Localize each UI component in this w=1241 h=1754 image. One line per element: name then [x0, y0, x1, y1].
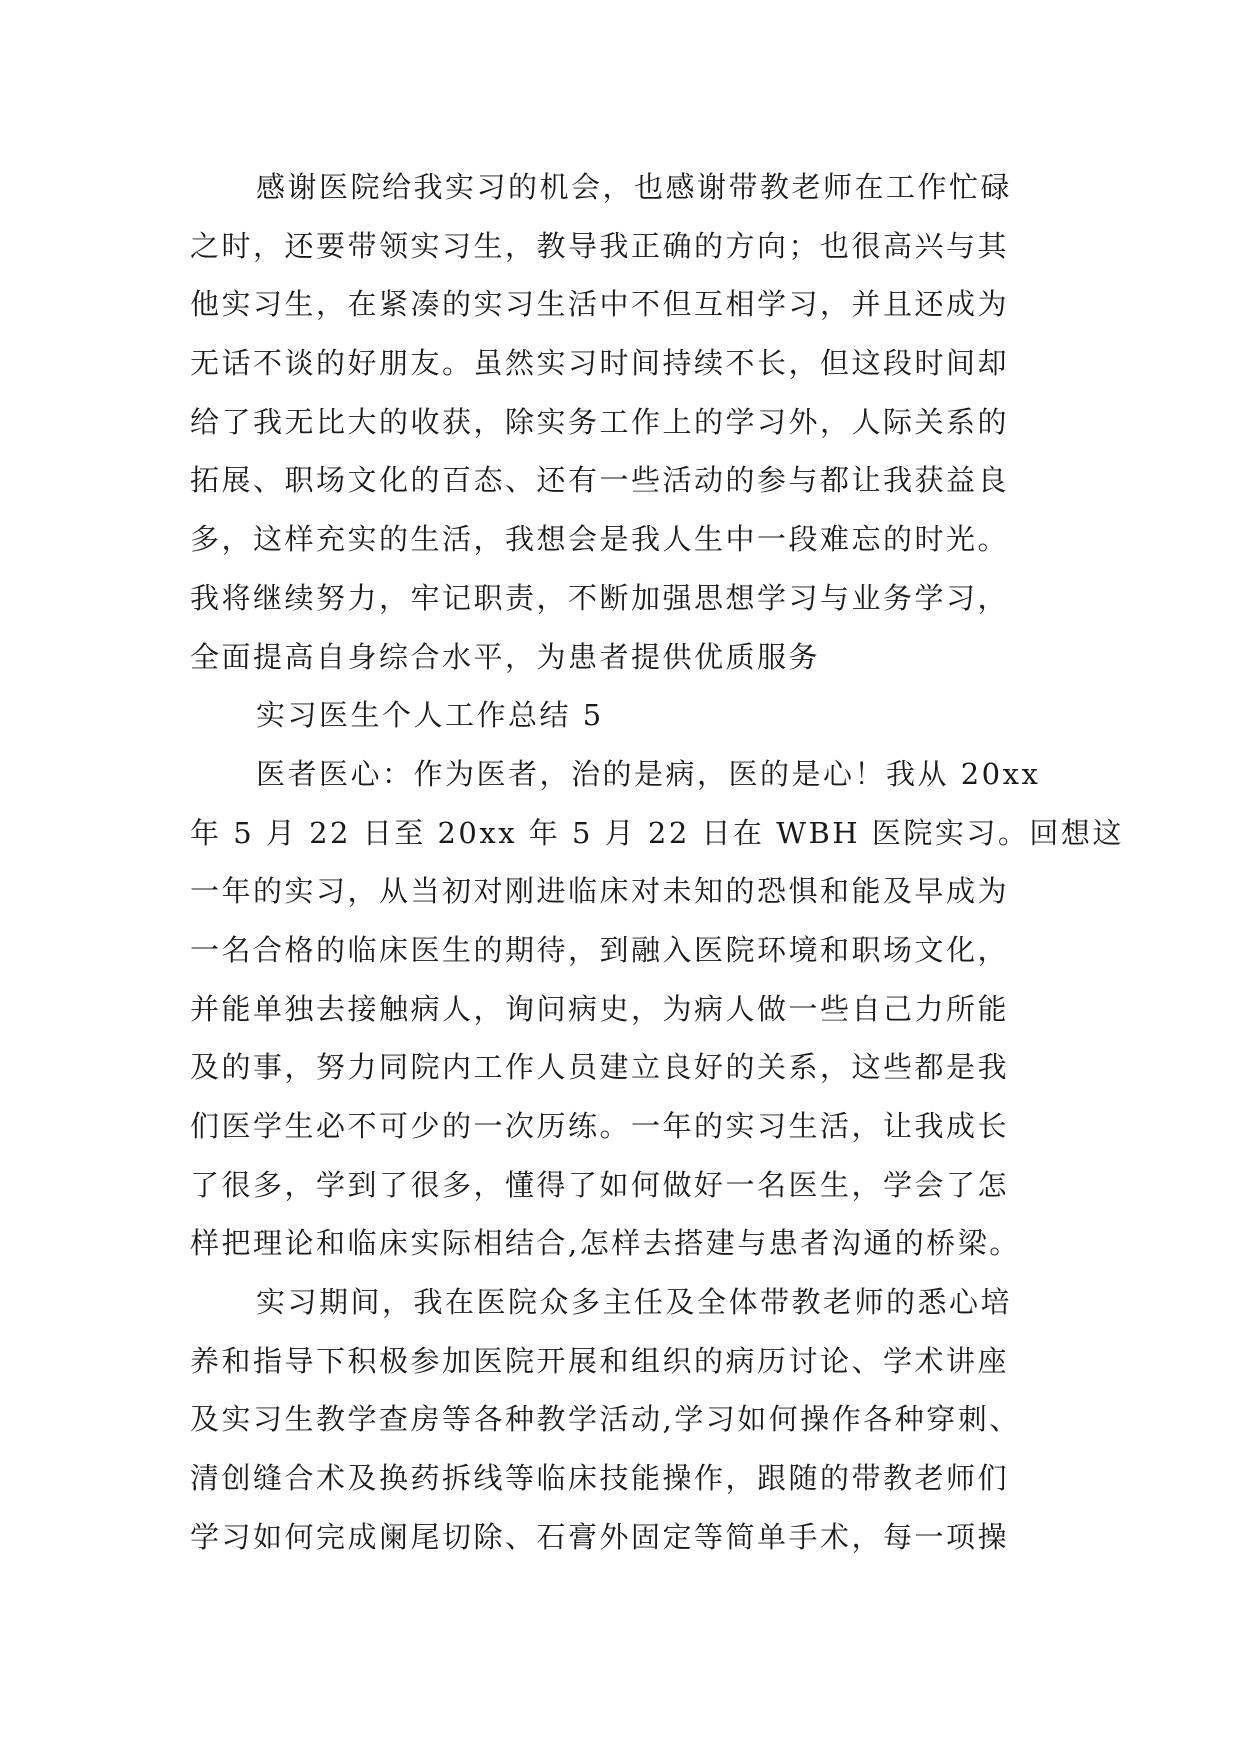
text-line: 了很多，学到了很多，懂得了如何做好一名医生，学会了怎	[190, 1167, 1010, 1202]
document-body	[190, 158, 1124, 1567]
text-line: 拓展、职场文化的百态、还有一些活动的参与都让我获益良	[190, 463, 1010, 498]
text-line: 一年的实习，从当初对刚进临床对未知的恐惧和能及早成为	[190, 874, 1010, 909]
text-line: 多，这样充实的生活，我想会是我人生中一段难忘的时光。	[190, 522, 1010, 557]
text-line: 一名合格的临床医生的期待，到融入医院环境和职场文化，	[190, 932, 1010, 967]
text-line: 及实习生教学查房等各种教学活动,学习如何操作各种穿刺、	[190, 1402, 1021, 1437]
text-line: 医者医心：作为医者，治的是病，医的是心！我从 20xx	[256, 756, 1041, 791]
text-line: 无话不谈的好朋友。虽然实习时间持续不长，但这段时间却	[190, 346, 1010, 381]
text-line: 及的事，努力同院内工作人员建立良好的关系，这些都是我	[190, 1050, 1010, 1085]
text-line: 感谢医院给我实习的机会，也感谢带教老师在工作忙碌	[256, 170, 1013, 204]
text-line: 学习如何完成阑尾切除、石膏外固定等简单手术，每一项操	[190, 1519, 1010, 1554]
text-line: 清创缝合术及换药拆线等临床技能操作，跟随的带教老师们	[190, 1461, 1010, 1496]
text-line: 实习医生个人工作总结 5	[256, 698, 604, 733]
text-line: 们医学生必不可少的一次历练。一年的实习生活，让我成长	[190, 1109, 1010, 1143]
text-line: 养和指导下积极参加医院开展和组织的病历讨论、学术讲座	[190, 1343, 1010, 1378]
text-line: 实习期间，我在医院众多主任及全体带教老师的悉心培	[256, 1285, 1013, 1320]
text-line: 他实习生，在紧凑的实习生活中不但互相学习，并且还成为	[190, 287, 1010, 322]
text-line: 我将继续努力，牢记职责，不断加强思想学习与业务学习，	[190, 580, 1010, 615]
text-line: 样把理论和临床实际相结合,怎样去搭建与患者沟通的桥梁。	[190, 1226, 1021, 1261]
text-line: 并能单独去接触病人，询问病史，为病人做一些自己力所能	[190, 991, 1010, 1026]
text-line: 全面提高自身综合水平，为患者提供优质服务	[190, 639, 821, 674]
text-line: 年 5 月 22 日至 20xx 年 5 月 22 日在 WBH 医院实习。回想这	[190, 815, 1124, 850]
text-line: 给了我无比大的收获，除实务工作上的学习外，人际关系的	[190, 404, 1010, 439]
text-line: 之时，还要带领实习生，教导我正确的方向；也很高兴与其	[190, 228, 1010, 263]
